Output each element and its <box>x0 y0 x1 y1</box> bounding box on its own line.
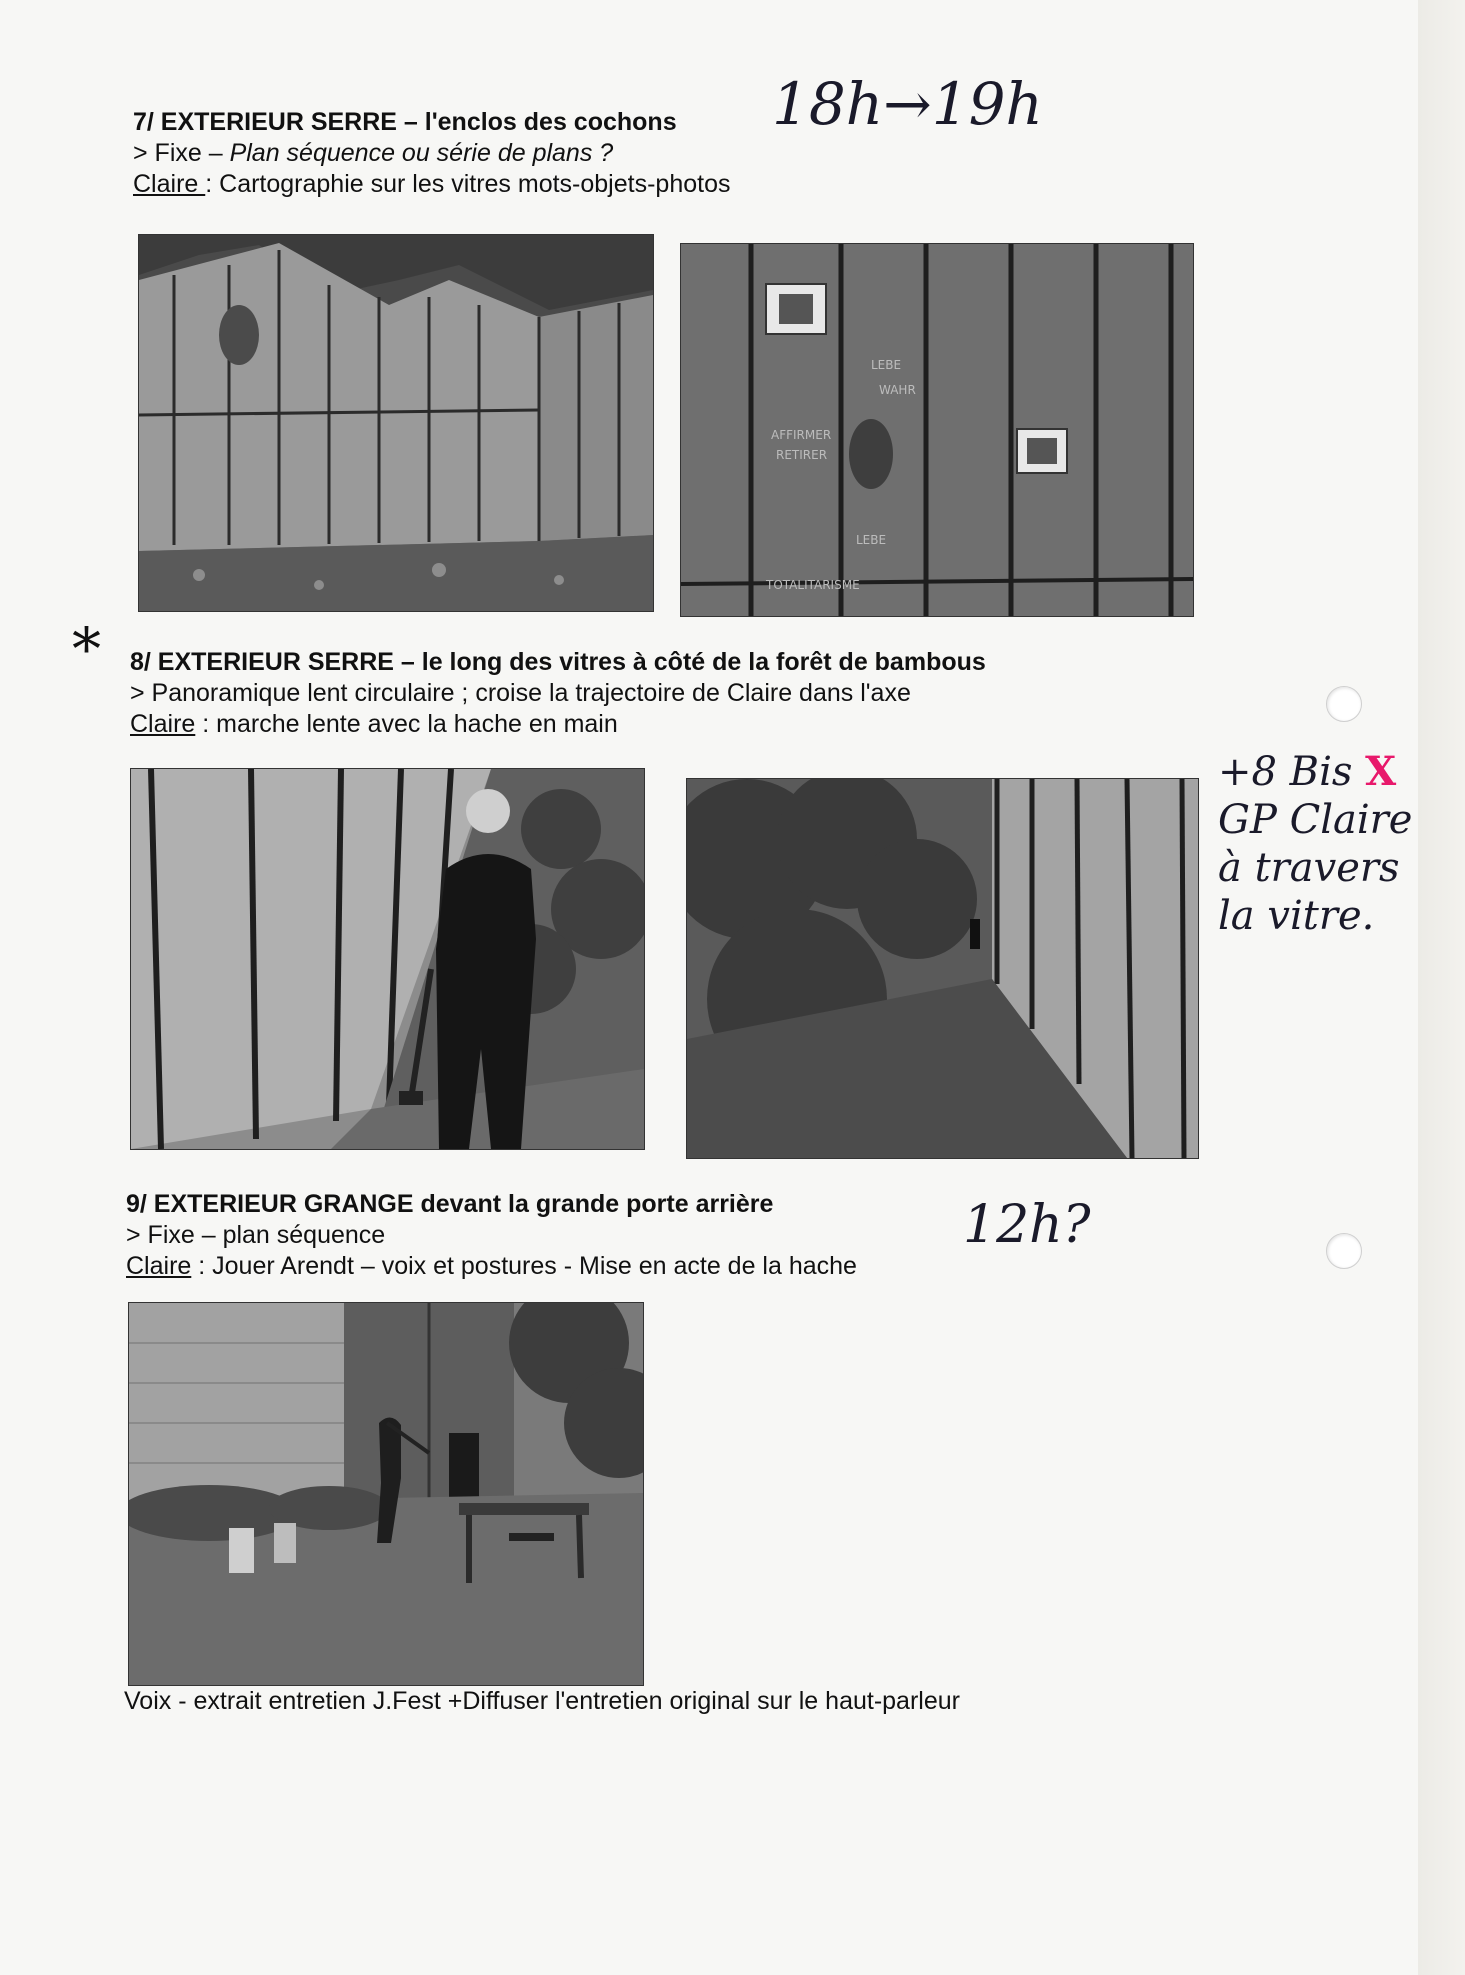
section-7-line1 <box>133 138 730 169</box>
photo-greenhouse-enclosure <box>138 234 654 612</box>
note-line-2: GP Claire <box>1218 797 1413 843</box>
section-7-shot-type: > Fixe – <box>133 139 230 167</box>
section-7-character: Claire <box>133 170 206 198</box>
section-9-line2 <box>126 1251 857 1282</box>
section-8-line1: > Panoramique lent circulaire ; croise la trajectoire de Claire dans l'axe <box>130 679 911 707</box>
wall-word-wahr: WAHR <box>879 383 916 397</box>
note-line-3: à travers <box>1218 845 1400 891</box>
photo-claire-walking-axe <box>130 768 645 1150</box>
photo-barn-door-axe <box>128 1302 644 1686</box>
photo-bamboo-path <box>686 778 1199 1159</box>
handwritten-time-7: 18h→19h <box>772 70 1043 138</box>
section-7-action: : Cartographie sur les vitres mots-objets-photos <box>205 170 731 198</box>
section-8-line2 <box>130 709 986 740</box>
section-7-line2 <box>133 169 730 200</box>
bottom-caption: Voix - extrait entretien J.Fest +Diffuser l'entretien original sur le haut-parleur <box>124 1687 960 1715</box>
note-line-4: la vitre. <box>1218 893 1375 939</box>
wall-word-totalitarisme: TOTALITARISME <box>766 578 860 592</box>
section-9-text <box>126 1189 857 1282</box>
section-7-heading: 7/ EXTERIEUR SERRE – l'enclos des cochons <box>133 108 677 136</box>
note-8bis-label: +8 Bis <box>1218 749 1353 795</box>
note-pink-cross: X <box>1365 748 1397 795</box>
handwritten-note-8bis <box>1218 748 1412 940</box>
punch-hole-lower <box>1326 1233 1362 1269</box>
section-8-action: : marche lente avec la hache en main <box>195 710 618 738</box>
section-9-line1: > Fixe – plan séquence <box>126 1221 386 1249</box>
section-7-shot-note: Plan séquence ou série de plans ? <box>229 139 614 167</box>
wall-word-lebe: LEBE <box>871 358 902 372</box>
section-9-action: : Jouer Arendt – voix et postures - Mise en acte de la hache <box>191 1252 857 1280</box>
section-9-heading-rest: devant la grande porte arrière <box>413 1190 774 1218</box>
section-8-character: Claire <box>130 710 196 738</box>
note-line-1 <box>1218 748 1412 796</box>
handwritten-time-9: 12h? <box>963 1195 1091 1255</box>
paper-right-edge <box>1418 0 1465 1975</box>
punch-hole-upper <box>1326 686 1362 722</box>
section-9-heading <box>126 1189 857 1220</box>
wall-word-affirmer: AFFIRMER <box>771 428 832 442</box>
photo-greenhouse-wall-writings <box>680 243 1194 617</box>
section-8-heading: 8/ EXTERIEUR SERRE – le long des vitres à côté de la forêt de bambous <box>130 648 986 676</box>
wall-word-retirer: RETIRER <box>776 448 828 462</box>
section-7-text <box>133 107 730 200</box>
handwritten-star-8: * <box>72 615 101 683</box>
section-9-heading-bold: 9/ EXTERIEUR GRANGE <box>126 1190 414 1218</box>
section-9-character: Claire <box>126 1252 192 1280</box>
section-8-text <box>130 647 986 740</box>
wall-word-lebe-2: LEBE <box>856 533 887 547</box>
